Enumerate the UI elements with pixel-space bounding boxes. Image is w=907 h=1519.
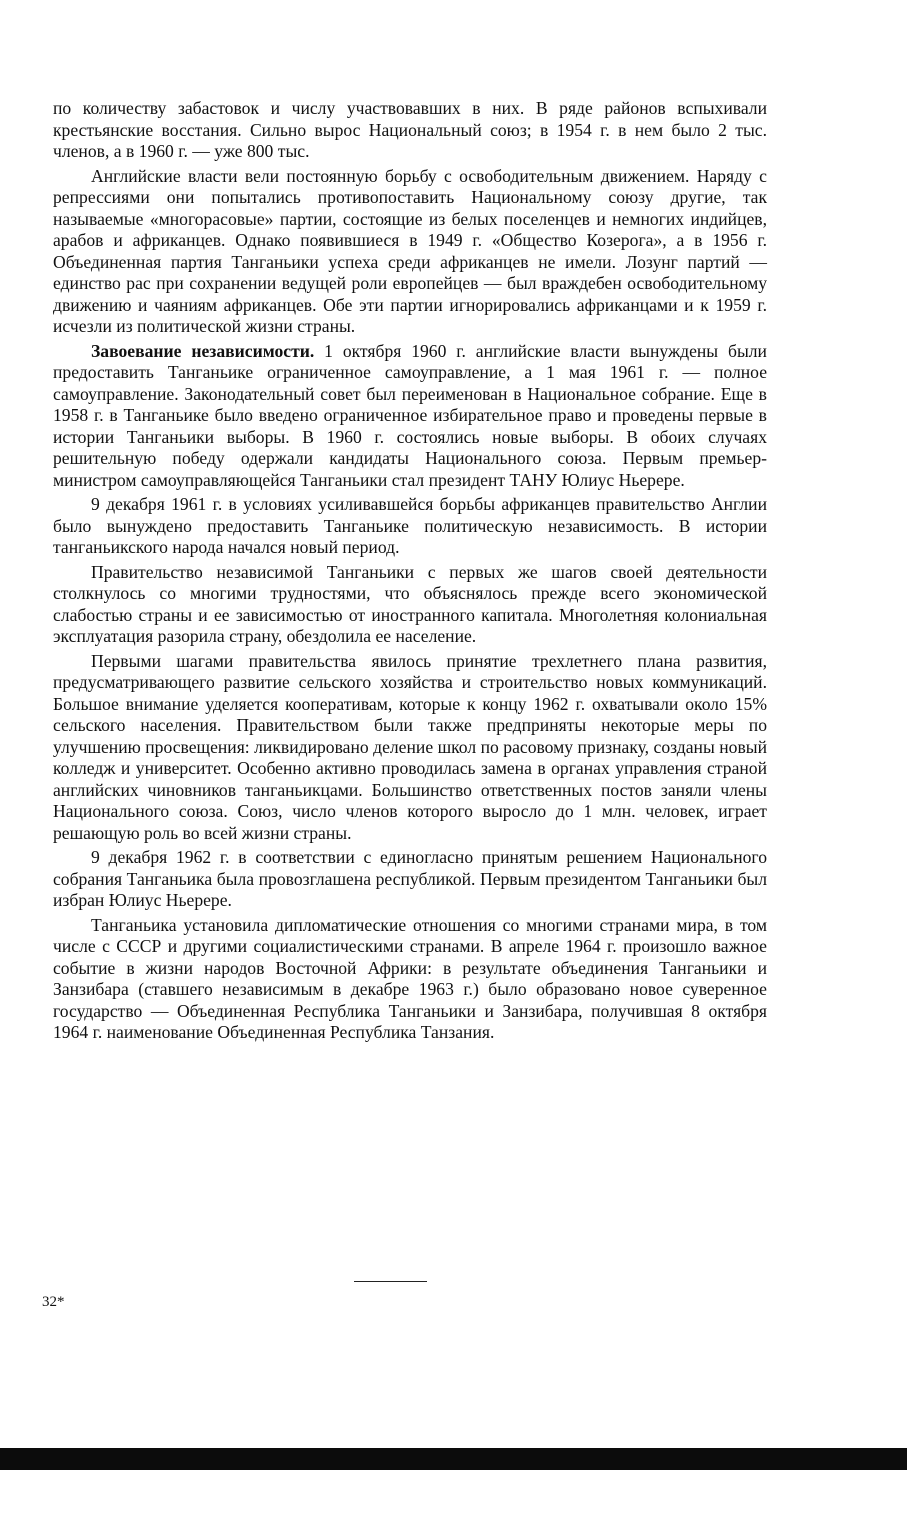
section-heading: Завоевание независимости. — [91, 340, 315, 361]
paragraph-tanzania: Танганьика установила дипломатические отношения со многими странами мира, в том числе с СССР и другими социалистическими странами. В апреле 1964 г. произошло важное событие в жизни народов Восточной Африки: в результате объединения Танганьики и Занзибара (ставшего независимым в декабре 1963 г.) было образовано новое суверенное государство — Объединенная Республика Танганьики и Занзибара, получившая 8 октября 1964 г. наименование Объединенная Республика Танзания. — [53, 914, 767, 1042]
scan-edge-bar — [0, 1448, 907, 1470]
paragraph-three-year-plan: Первыми шагами правительства явилось принятие трехлетнего плана развития, предусматривающего развитие сельского хозяйства и строительство новых коммуникаций. Большое внимание уделяется кооперативам, которые к концу 1962 г. охватывали около 15% сельского населения. Правительством были также предприняты некоторые меры по улучшению просвещения: ликвидировано деление школ по расовому признаку, созданы новый колледж и университет. Особенно активно проводилась замена в органах управления страной английских чиновников танганьикцами. Большинство ответственных постов заняли члены Национального союза. Союз, число членов которого выросло до 1 млн. человек, играет решающую роль во всей жизни страны. — [53, 650, 767, 843]
paragraph-independence — [53, 341, 767, 492]
paragraph-independence-text: 1 октября 1960 г. английские власти вынуждены были предоставить Танганьике ограниченное самоуправление, а 1 мая 1961 г. — полное самоуправление. Законодательный совет был переименован в Национальное собрание. Еще в 1958 г. в Танганьике было введено ограниченное избирательное право и проведены первые в истории Танганьики выборы. В 1960 г. состоялись новые выборы. В обоих случаях решительную победу одержали кандидаты Национального союза. Первым премьер-министром самоуправляющейся Танганьики стал президент ТАНУ Юлиус Ньерере. — [53, 340, 767, 490]
closing-rule — [354, 1281, 427, 1282]
paragraph-government-difficulties: Правительство независимой Танганьики с первых же шагов своей деятельности столкнулось со многими трудностями, что объяснялось прежде всего экономической слабостью страны и ее зависимостью от иностранного капитала. Многолетняя колониальная эксплуатация разорила страну, обездолила ее население. — [53, 561, 767, 646]
body-text — [53, 98, 767, 1044]
paragraph-republic: 9 декабря 1962 г. в соответствии с единогласно принятым решением Национального собрания Танганьика была провозглашена республикой. Первым президентом Танганьики был избран Юлиус Ньерере. — [53, 847, 767, 910]
paragraph-political-independence: 9 декабря 1961 г. в условиях усиливавшейся борьбы африканцев правительство Англии было вынуждено предоставить Танганьике политическую независимость. В истории танганьикского народа начался новый период. — [53, 494, 767, 557]
signature-mark: 32* — [42, 1294, 65, 1310]
paragraph-multiracial-parties: Английские власти вели постоянную борьбу с освободительным движением. Наряду с репрессиями они попытались противопоставить Национальному союзу другие, так называемые «многорасовые» партии, состоящие из белых поселенцев и немногих индийцев, арабов и африканцев. Однако появившиеся в 1949 г. «Общество Козерога», а в 1956 г. Объединенная партия Танганьики успеха среди африканцев не имели. Лозунг партий — единство рас при сохранении ведущей роли европейцев — был враждебен освободительному движению и чаяниям африканцев. Обе эти партии игнорировались африканцами и к 1959 г. исчезли из политической жизни страны. — [53, 165, 767, 336]
paragraph-strikes: по количеству забастовок и числу участвовавших в них. В ряде районов вспыхивали крестьянские восстания. Сильно вырос Национальный союз; в 1954 г. в нем было 2 тыс. членов, а в 1960 г. — уже 800 тыс. — [53, 98, 767, 161]
